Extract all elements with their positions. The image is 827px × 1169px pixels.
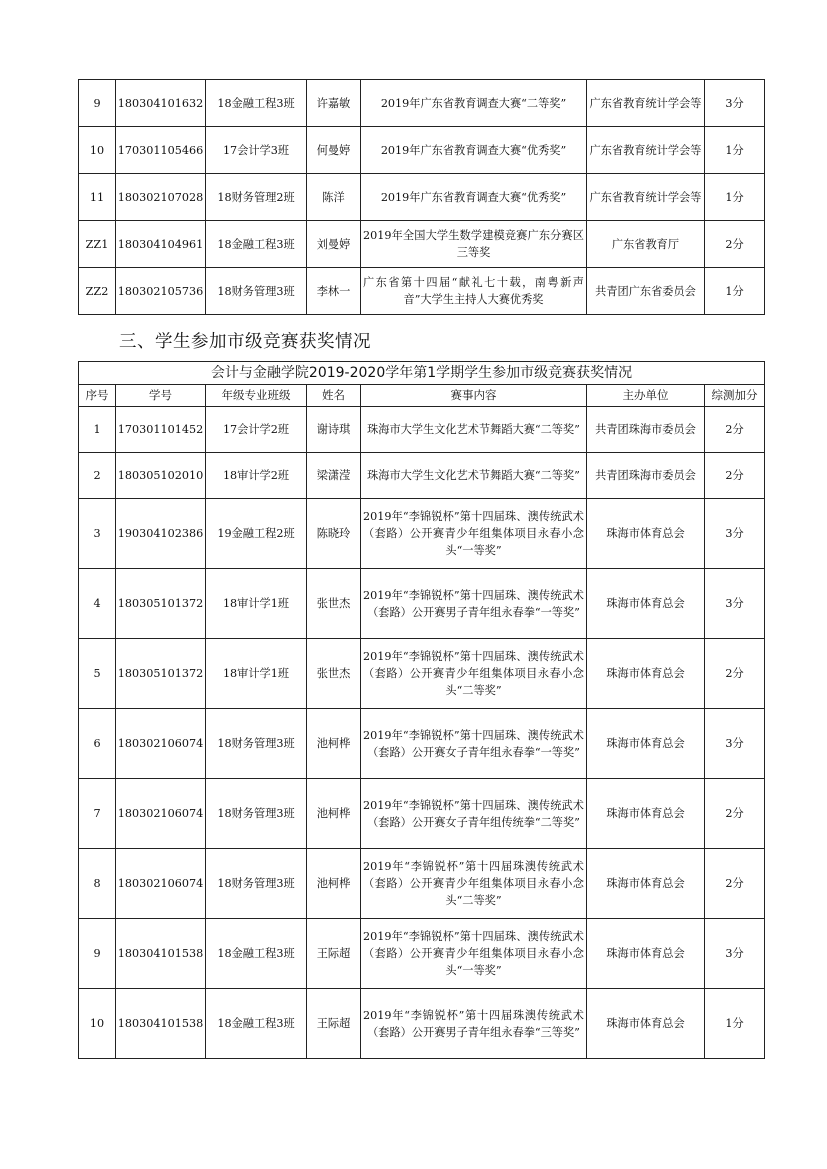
class-name: 18审计学2班	[206, 453, 307, 499]
row-number: ZZ2	[79, 268, 116, 315]
row-number: 2	[79, 453, 116, 499]
row-number: 9	[79, 919, 116, 989]
table-row	[79, 569, 765, 639]
row-number: 10	[79, 989, 116, 1059]
provincial-awards-table	[78, 79, 765, 315]
student-id: 190304102386	[116, 499, 206, 569]
bonus-points: 3分	[705, 569, 765, 639]
student-id: 180305101372	[116, 639, 206, 709]
table-row	[79, 919, 765, 989]
city-awards-table	[78, 361, 765, 1059]
student-id: 180304101538	[116, 989, 206, 1059]
event-content: 珠海市大学生文化艺术节舞蹈大赛“二等奖”	[361, 407, 587, 453]
class-name: 18审计学1班	[206, 569, 307, 639]
organizer: 共青团珠海市委员会	[587, 407, 705, 453]
event-content: 2019年广东省教育调查大赛“二等奖”	[361, 80, 587, 127]
organizer: 广东省教育统计学会等	[587, 127, 705, 174]
bonus-points: 2分	[705, 779, 765, 849]
event-content: 2019年“李锦锐杯”第十四届珠澳传统武术（套路）公开赛青少年组集体项目永春小念头“二等奖”	[361, 849, 587, 919]
organizer: 珠海市体育总会	[587, 499, 705, 569]
table-row	[79, 779, 765, 849]
table-row	[79, 499, 765, 569]
class-name: 18金融工程3班	[206, 989, 307, 1059]
student-name: 陈晓玲	[307, 499, 361, 569]
student-id: 180302106074	[116, 779, 206, 849]
student-name: 池柯桦	[307, 779, 361, 849]
student-name: 梁潇滢	[307, 453, 361, 499]
column-header-no: 序号	[79, 385, 116, 407]
column-header-organizer: 主办单位	[587, 385, 705, 407]
student-name: 李林一	[307, 268, 361, 315]
table-row	[79, 174, 765, 221]
event-content: 2019年全国大学生数学建模竞赛广东分赛区三等奖	[361, 221, 587, 268]
organizer: 珠海市体育总会	[587, 989, 705, 1059]
student-id: 180305102010	[116, 453, 206, 499]
student-name: 刘曼婷	[307, 221, 361, 268]
bonus-points: 2分	[705, 221, 765, 268]
table-row	[79, 268, 765, 315]
row-number: 7	[79, 779, 116, 849]
student-name: 池柯桦	[307, 709, 361, 779]
student-name: 王际超	[307, 919, 361, 989]
row-number: 6	[79, 709, 116, 779]
organizer: 广东省教育统计学会等	[587, 174, 705, 221]
organizer: 珠海市体育总会	[587, 849, 705, 919]
event-content: 2019年“李锦锐杯”第十四届珠澳传统武术（套路）公开赛男子青年组永春拳“三等奖”	[361, 989, 587, 1059]
organizer: 广东省教育厅	[587, 221, 705, 268]
class-name: 18财务管理3班	[206, 779, 307, 849]
class-name: 18财务管理3班	[206, 709, 307, 779]
organizer: 珠海市体育总会	[587, 639, 705, 709]
student-name: 许嘉敏	[307, 80, 361, 127]
class-name: 18财务管理3班	[206, 268, 307, 315]
student-id: 180302106074	[116, 709, 206, 779]
student-id: 180302107028	[116, 174, 206, 221]
event-content: 珠海市大学生文化艺术节舞蹈大赛“二等奖”	[361, 453, 587, 499]
row-number: 11	[79, 174, 116, 221]
class-name: 18财务管理2班	[206, 174, 307, 221]
student-name: 张世杰	[307, 639, 361, 709]
student-name: 池柯桦	[307, 849, 361, 919]
table-row	[79, 407, 765, 453]
bonus-points: 2分	[705, 849, 765, 919]
student-id: 180302106074	[116, 849, 206, 919]
table-row	[79, 127, 765, 174]
class-name: 18审计学1班	[206, 639, 307, 709]
table-row	[79, 221, 765, 268]
row-number: 10	[79, 127, 116, 174]
table-header-row	[79, 385, 765, 407]
table-row	[79, 849, 765, 919]
event-content: 2019年“李锦锐杯”第十四届珠、澳传统武术（套路）公开赛青少年组集体项目永春小念头“一等奖”	[361, 919, 587, 989]
bonus-points: 1分	[705, 268, 765, 315]
event-content: 广东省第十四届“献礼七十载，南粤新声音”大学生主持人大赛优秀奖	[361, 268, 587, 315]
table-row	[79, 709, 765, 779]
table-row	[79, 989, 765, 1059]
column-header-class: 年级专业班级	[206, 385, 307, 407]
table-row	[79, 453, 765, 499]
bonus-points: 3分	[705, 919, 765, 989]
student-id: 180304101632	[116, 80, 206, 127]
student-name: 谢诗琪	[307, 407, 361, 453]
bonus-points: 2分	[705, 453, 765, 499]
organizer: 珠海市体育总会	[587, 919, 705, 989]
section-heading: 三、学生参加市级竞赛获奖情况	[119, 332, 371, 352]
table-row	[79, 639, 765, 709]
bonus-points: 2分	[705, 639, 765, 709]
organizer: 珠海市体育总会	[587, 569, 705, 639]
column-header-event: 赛事内容	[361, 385, 587, 407]
row-number: 5	[79, 639, 116, 709]
student-id: 170301105466	[116, 127, 206, 174]
student-name: 陈洋	[307, 174, 361, 221]
organizer: 共青团广东省委员会	[587, 268, 705, 315]
event-content: 2019年“李锦锐杯”第十四届珠、澳传统武术（套路）公开赛青少年组集体项目永春小念头“二等奖”	[361, 639, 587, 709]
row-number: 1	[79, 407, 116, 453]
organizer: 珠海市体育总会	[587, 709, 705, 779]
row-number: 3	[79, 499, 116, 569]
column-header-id: 学号	[116, 385, 206, 407]
event-content: 2019年“李锦锐杯”第十四届珠、澳传统武术（套路）公开赛女子青年组传统拳“二等奖”	[361, 779, 587, 849]
table-caption-row	[79, 362, 765, 385]
bonus-points: 3分	[705, 709, 765, 779]
row-number: 4	[79, 569, 116, 639]
row-number: ZZ1	[79, 221, 116, 268]
table-row	[79, 80, 765, 127]
class-name: 18金融工程3班	[206, 80, 307, 127]
event-content: 2019年“李锦锐杯”第十四届珠、澳传统武术（套路）公开赛青少年组集体项目永春小念头“一等奖”	[361, 499, 587, 569]
student-id: 180304104961	[116, 221, 206, 268]
student-name: 张世杰	[307, 569, 361, 639]
student-id: 180305101372	[116, 569, 206, 639]
student-id: 170301101452	[116, 407, 206, 453]
column-header-name: 姓名	[307, 385, 361, 407]
organizer: 珠海市体育总会	[587, 779, 705, 849]
event-content: 2019年“李锦锐杯”第十四届珠、澳传统武术（套路）公开赛女子青年组永春拳“一等奖”	[361, 709, 587, 779]
class-name: 19金融工程2班	[206, 499, 307, 569]
class-name: 18财务管理3班	[206, 849, 307, 919]
row-number: 9	[79, 80, 116, 127]
event-content: 2019年“李锦锐杯”第十四届珠、澳传统武术（套路）公开赛男子青年组永春拳“一等奖”	[361, 569, 587, 639]
class-name: 18金融工程3班	[206, 919, 307, 989]
student-name: 何曼婷	[307, 127, 361, 174]
student-id: 180304101538	[116, 919, 206, 989]
bonus-points: 1分	[705, 989, 765, 1059]
bonus-points: 3分	[705, 499, 765, 569]
column-header-points: 综测加分	[705, 385, 765, 407]
student-id: 180302105736	[116, 268, 206, 315]
bonus-points: 1分	[705, 127, 765, 174]
bonus-points: 1分	[705, 174, 765, 221]
student-name: 王际超	[307, 989, 361, 1059]
row-number: 8	[79, 849, 116, 919]
class-name: 17会计学3班	[206, 127, 307, 174]
event-content: 2019年广东省教育调查大赛“优秀奖”	[361, 127, 587, 174]
event-content: 2019年广东省教育调查大赛“优秀奖”	[361, 174, 587, 221]
table-caption: 会计与金融学院2019-2020学年第1学期学生参加市级竞赛获奖情况	[79, 362, 765, 385]
bonus-points: 3分	[705, 80, 765, 127]
class-name: 17会计学2班	[206, 407, 307, 453]
organizer: 广东省教育统计学会等	[587, 80, 705, 127]
class-name: 18金融工程3班	[206, 221, 307, 268]
organizer: 共青团珠海市委员会	[587, 453, 705, 499]
bonus-points: 2分	[705, 407, 765, 453]
